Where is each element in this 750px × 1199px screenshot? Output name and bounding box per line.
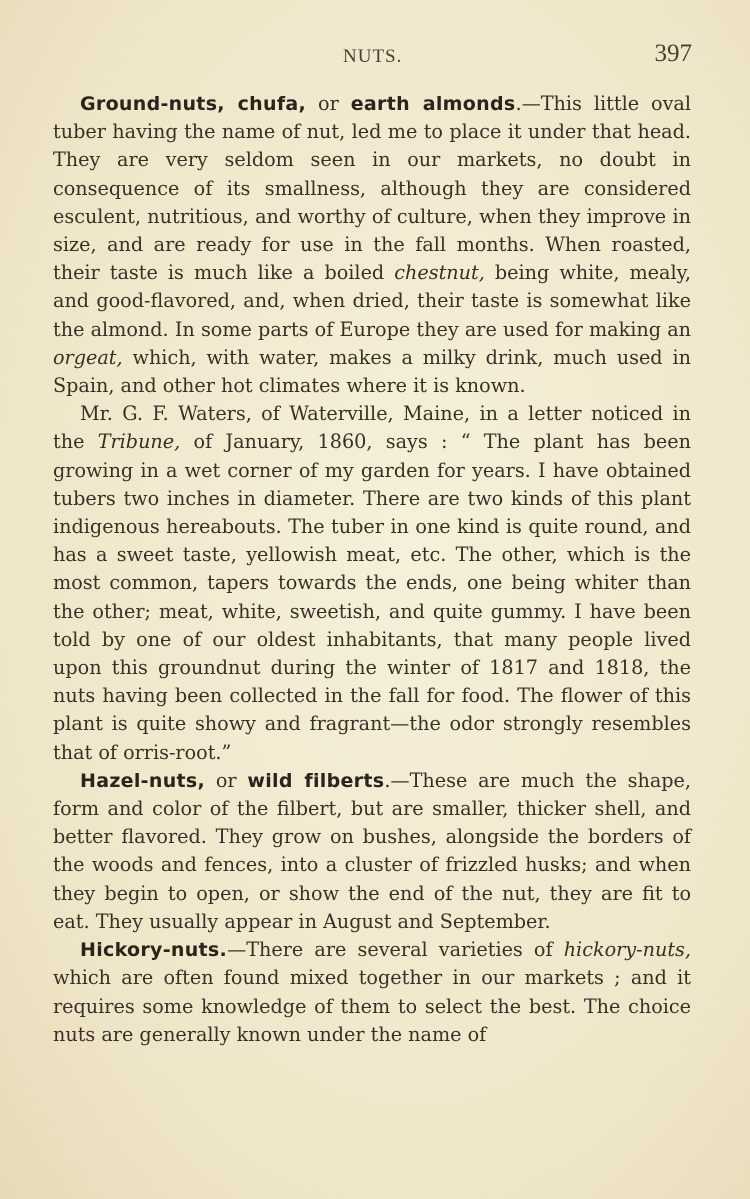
paragraph-waters-letter	[53, 400, 691, 767]
headword-hazel-nuts: Hazel-nuts,	[80, 769, 206, 792]
italic-term: hickory-nuts,	[563, 938, 691, 962]
page-header	[0, 40, 750, 76]
page-number: 397	[654, 40, 692, 67]
headword-wild-filberts: wild filberts	[247, 769, 385, 792]
text: of January, 1860, says : “ The plant has been growing in a wet corner of my garden for years. I have obtained tubers two inches in diameter. There are two kinds of this plant indigenous hereabouts. The tuber in one kind is quite round, and has a sweet taste, yellowish meat, etc. The other, which is the most common, tapers towards the ends, one being whiter than the other; meat, white, sweetish, and quite gummy. I have been told by one of our oldest inhabitants, that many people lived upon this groundnut during the winter of 1817 and 1818, the nuts having been collected in the fall for food. The flower of this plant is quite showy and fragrant—the odor strongly resembles that of orris-root.”	[53, 430, 691, 764]
text: which are often found mixed together in our markets ; and it requires some knowledge of them to select the best. The choice nuts are generally known under the name of	[53, 966, 691, 1046]
paragraph-ground-nuts	[53, 90, 691, 400]
paragraph-hickory-nuts	[53, 936, 691, 1049]
body-text	[53, 90, 691, 1049]
text: —There are several varieties of	[227, 938, 564, 962]
text: which, with water, makes a milky drink, much used in Spain, and other hot climates where it is known.	[53, 345, 691, 398]
text: .—These are much the shape, form and color of the filbert, but are smaller, thicker shell, and better flavored. They grow on bushes, alongside the borders of the woods and fences, into a cluster of frizzled husks; and when they begin to open, or show the end of the nut, they are fit to eat. They usually appear in August and September.	[53, 768, 691, 933]
headword-hickory-nuts: Hickory-nuts.	[80, 939, 228, 962]
paragraph-hazel-nuts	[53, 767, 691, 936]
text: Mr. G. F. Waters, of Waterville, Maine, in a letter noticed in the	[53, 402, 691, 454]
italic-term: orgeat,	[53, 345, 123, 369]
headword-ground-nuts: Ground-nuts, chufa,	[80, 93, 307, 115]
italic-term: Tribune,	[97, 430, 181, 454]
text: .—This little oval tuber having the name of nut, led me to place it under that head. They are very seldom seen in our markets, no doubt in consequence of its smallness, although they are considered esculent, nutritious, and worthy of culture, when they improve in size, and are ready for use in the fall months. When roasted, their taste is much like a boiled	[53, 92, 692, 285]
text: being white, mealy, and good-flavored, and, when dried, their taste is somewhat like the almond. In some parts of Europe they are used for making an	[53, 261, 691, 341]
text: or	[306, 92, 351, 115]
italic-term: chestnut,	[394, 261, 485, 285]
text: or	[205, 768, 248, 792]
headword-earth-almonds: earth almonds	[350, 93, 516, 115]
running-head: NUTS.	[343, 46, 403, 67]
